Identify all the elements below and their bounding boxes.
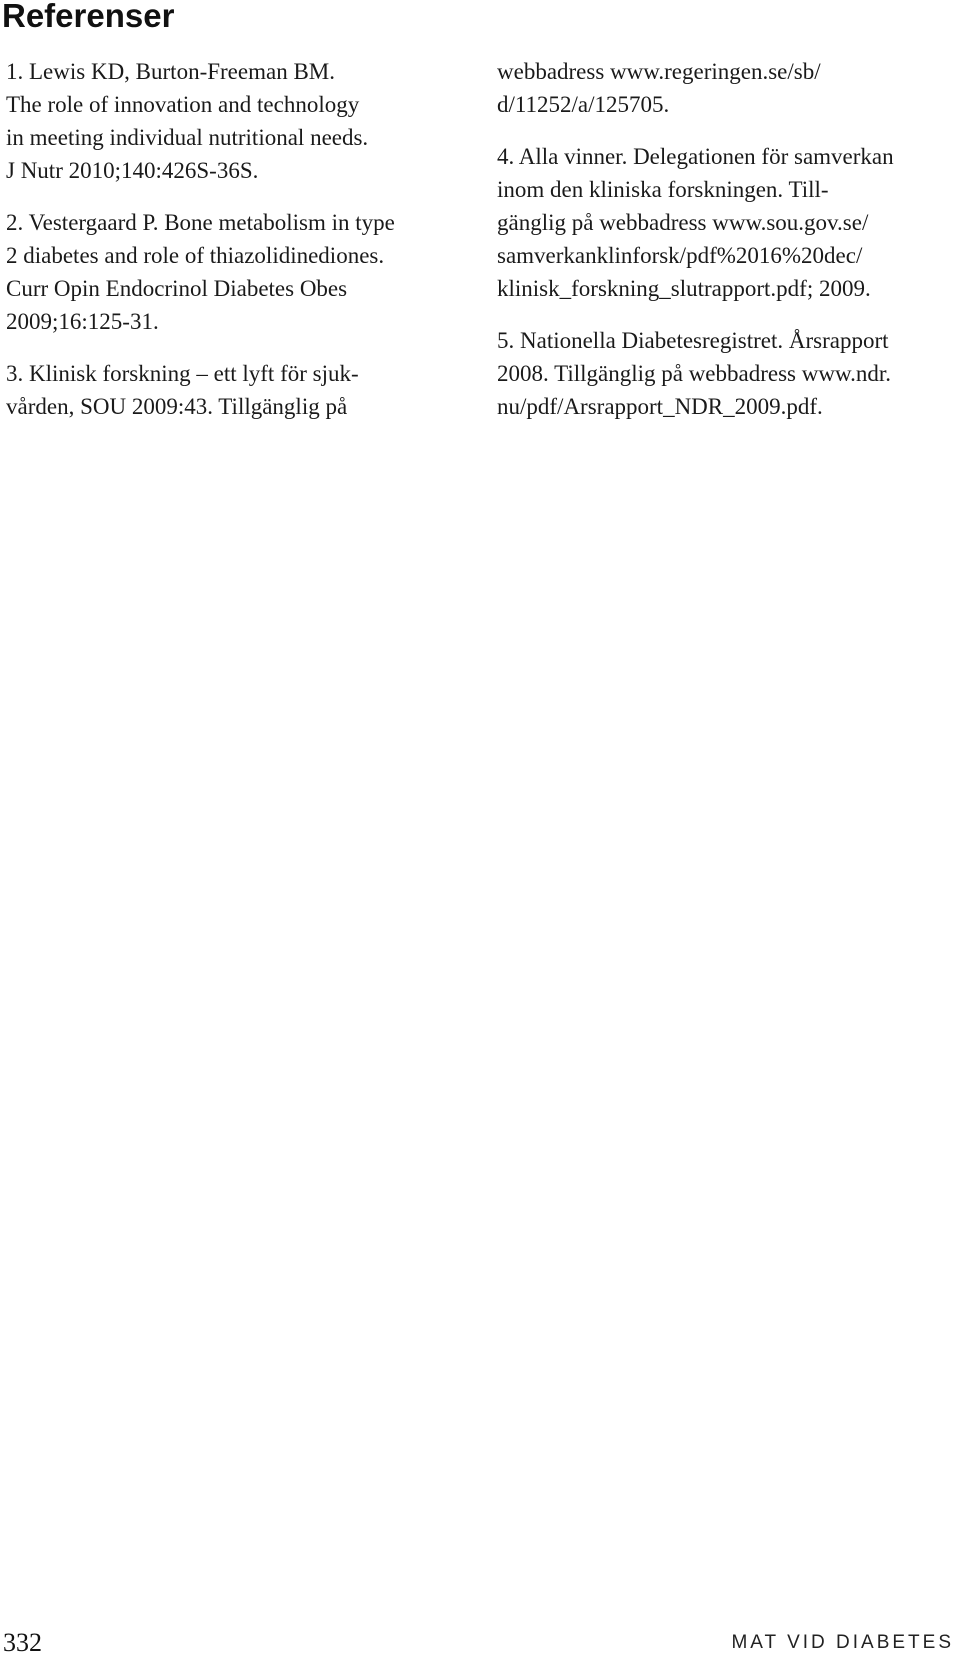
reference-line: 2009;16:125-31. bbox=[6, 309, 159, 334]
reference-line: Curr Opin Endocrinol Diabetes Obes bbox=[6, 276, 348, 301]
page-number: 332 bbox=[3, 1628, 42, 1657]
reference-line: gänglig på webbadress www.sou.gov.se/ bbox=[497, 210, 869, 235]
reference-item bbox=[6, 55, 476, 187]
reference-line: 2 diabetes and role of thiazolidinediones. bbox=[6, 243, 385, 268]
reference-line: inom den kliniska forskningen. Till- bbox=[497, 177, 829, 202]
running-title: MAT VID DIABETES bbox=[731, 1632, 954, 1653]
reference-line: klinisk_forskning_slutrapport.pdf; 2009. bbox=[497, 276, 871, 301]
reference-line: 5. Nationella Diabetesregistret. Årsrapport bbox=[497, 328, 889, 353]
reference-line: 1. Lewis KD, Burton-Freeman BM. bbox=[6, 59, 335, 84]
reference-line: vården, SOU 2009:43. Tillgänglig på bbox=[6, 394, 348, 419]
reference-line: 2. Vestergaard P. Bone metabolism in type bbox=[6, 210, 395, 235]
reference-item bbox=[497, 140, 957, 305]
reference-item bbox=[6, 206, 476, 338]
reference-line: nu/pdf/Arsrapport_NDR_2009.pdf. bbox=[497, 394, 823, 419]
reference-line: d/11252/a/125705. bbox=[497, 92, 670, 117]
reference-line: in meeting individual nutritional needs. bbox=[6, 125, 369, 150]
reference-line: 4. Alla vinner. Delegationen för samverkan bbox=[497, 144, 894, 169]
reference-line: J Nutr 2010;140:426S-36S. bbox=[6, 158, 259, 183]
reference-line: The role of innovation and technology bbox=[6, 92, 360, 117]
reference-item bbox=[497, 324, 957, 423]
reference-item bbox=[6, 357, 476, 423]
reference-item bbox=[497, 55, 957, 121]
reference-line: 3. Klinisk forskning – ett lyft för sjuk- bbox=[6, 361, 359, 386]
right-column bbox=[497, 55, 957, 442]
page-heading: Referenser bbox=[2, 0, 175, 34]
reference-line: webbadress www.regeringen.se/sb/ bbox=[497, 59, 821, 84]
reference-line: 2008. Tillgänglig på webbadress www.ndr. bbox=[497, 361, 891, 386]
left-column bbox=[6, 55, 476, 442]
reference-line: samverkanklinforsk/pdf%2016%20dec/ bbox=[497, 243, 863, 268]
